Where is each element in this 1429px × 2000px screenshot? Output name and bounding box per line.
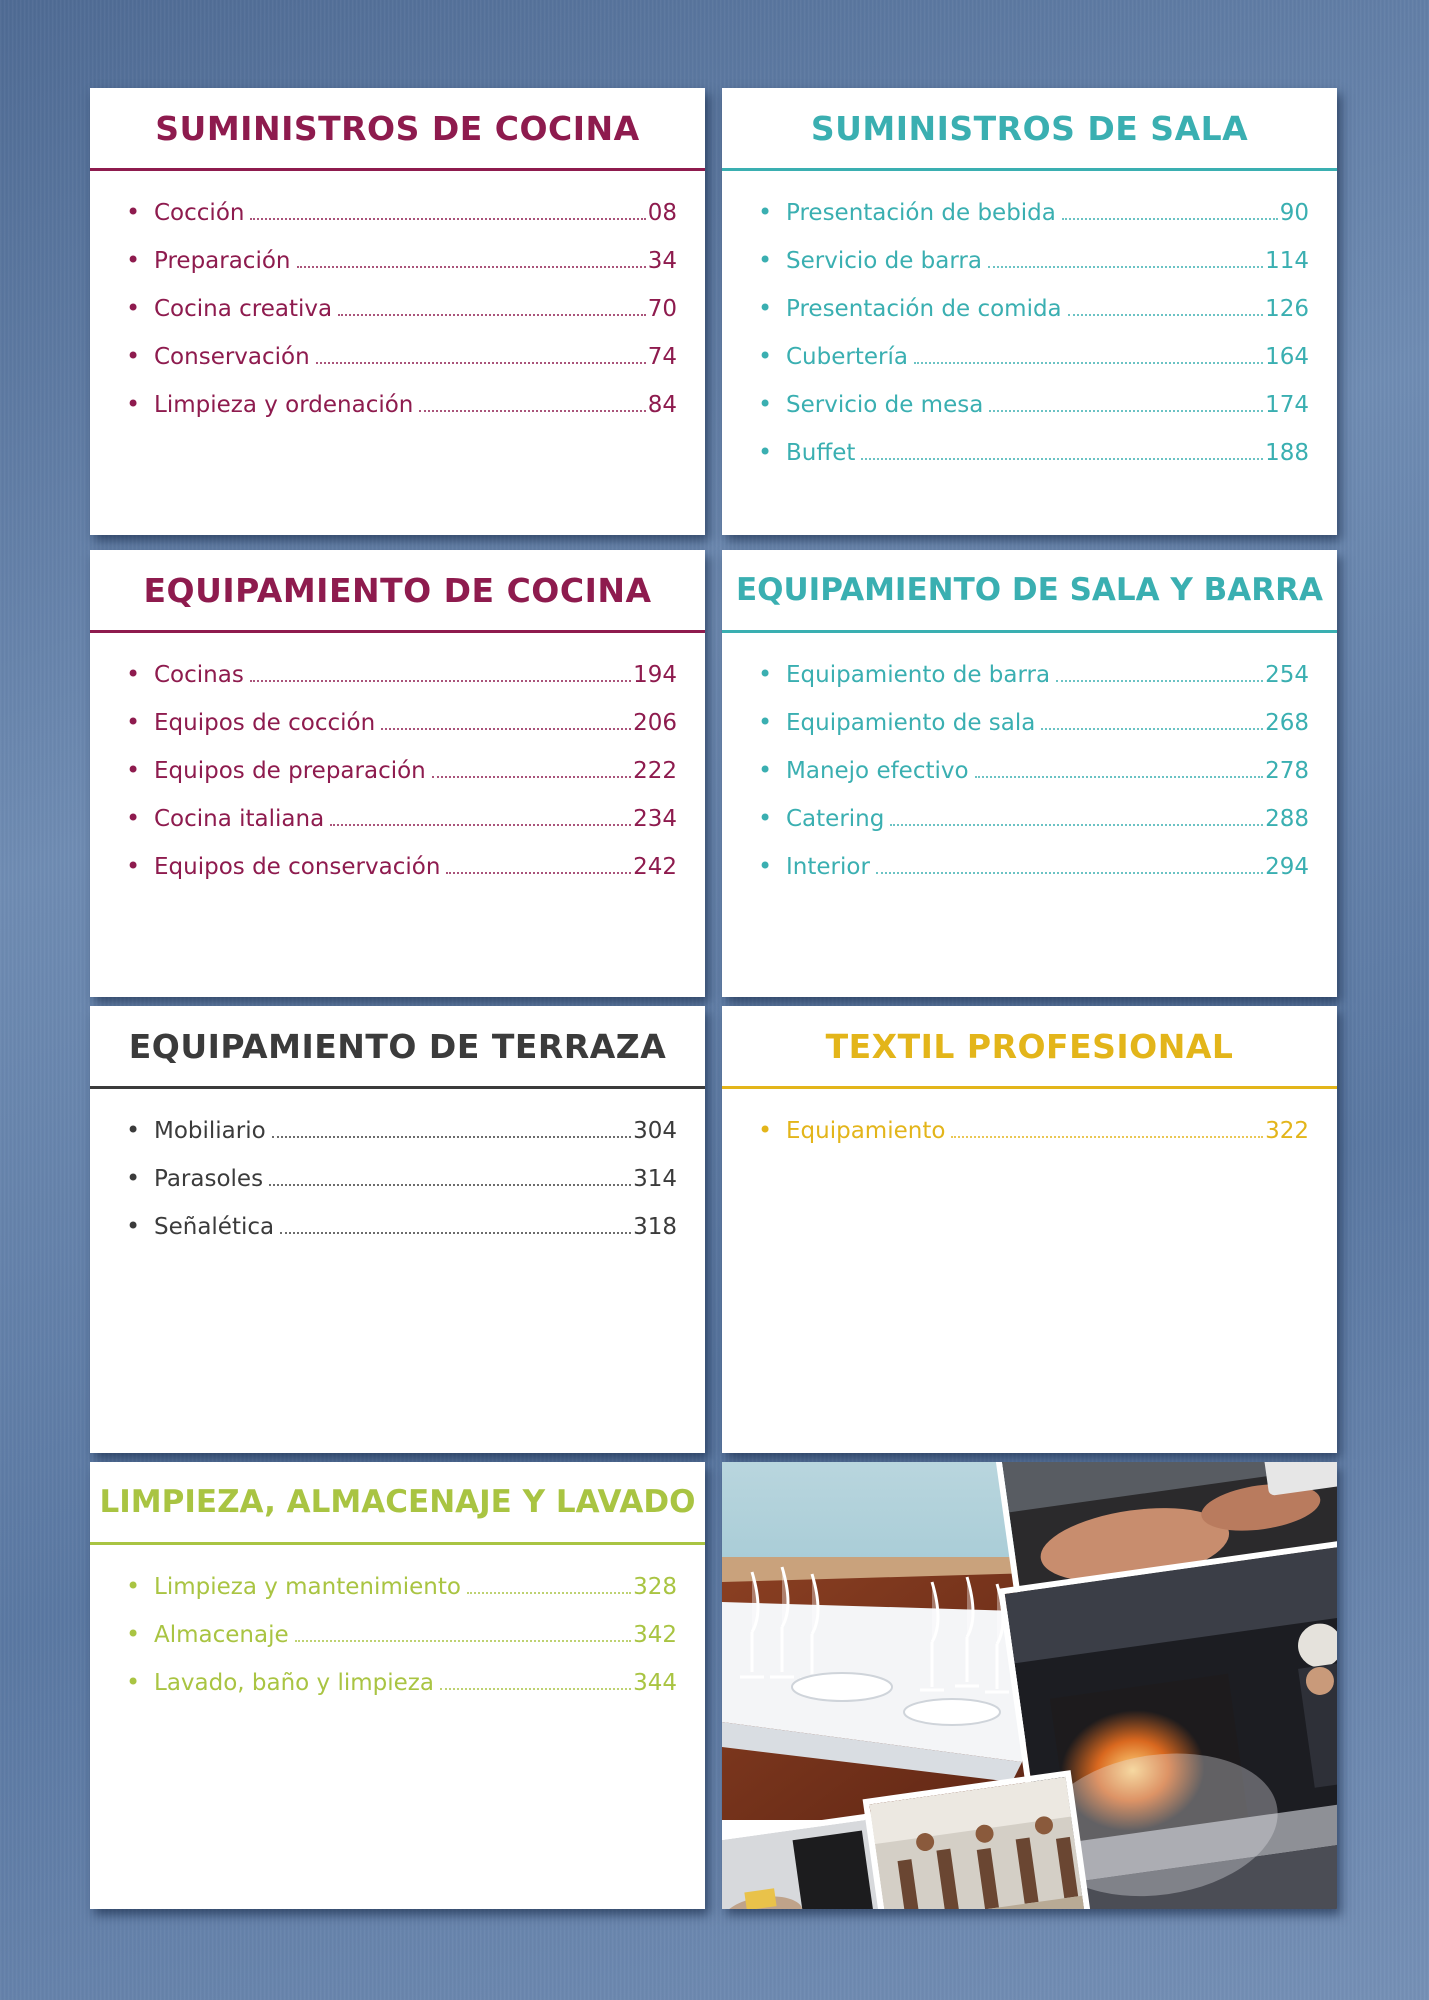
toc-list	[758, 198, 1309, 486]
bullet-icon: •	[126, 1572, 141, 1600]
dot-leader	[316, 362, 646, 364]
toc-item-label: Servicio de mesa	[786, 392, 984, 418]
toc-item[interactable]	[126, 1164, 677, 1212]
toc-item-page: 188	[1265, 440, 1309, 466]
toc-item-page: 90	[1279, 200, 1309, 226]
toc-item-label: Conservación	[154, 344, 310, 370]
toc-item-label: Lavado, baño y limpieza	[154, 1670, 434, 1696]
dot-leader	[988, 266, 1263, 268]
bullet-icon: •	[758, 708, 773, 736]
dot-leader	[975, 776, 1264, 778]
bullet-icon: •	[758, 852, 773, 880]
dot-leader	[440, 1688, 631, 1690]
toc-item-page: 34	[647, 248, 677, 274]
section-header	[90, 1462, 705, 1545]
toc-item[interactable]	[126, 1116, 677, 1164]
toc-item-label: Parasoles	[154, 1166, 264, 1192]
toc-item-page: 164	[1265, 344, 1309, 370]
section-title: TEXTIL PROFESIONAL	[825, 1026, 1234, 1066]
dot-leader	[876, 872, 1263, 874]
toc-item-page: 314	[633, 1166, 677, 1192]
section-header	[722, 1006, 1337, 1089]
toc-item-page: 322	[1265, 1118, 1309, 1144]
toc-item-label: Equipamiento de barra	[786, 662, 1051, 688]
toc-item-page: 206	[633, 710, 677, 736]
bullet-icon: •	[126, 852, 141, 880]
toc-item-label: Buffet	[786, 440, 856, 466]
section-suministros-cocina	[90, 88, 705, 535]
toc-list	[126, 198, 677, 438]
bullet-icon: •	[758, 246, 773, 274]
toc-item-label: Cocción	[154, 200, 245, 226]
section-textil-profesional	[722, 1006, 1337, 1453]
photo-collage	[722, 1462, 1337, 1909]
bullet-icon: •	[758, 438, 773, 466]
toc-item-page: 126	[1265, 296, 1309, 322]
bullet-icon: •	[126, 390, 141, 418]
bullet-icon: •	[126, 1116, 141, 1144]
dot-leader	[989, 410, 1263, 412]
dot-leader	[297, 266, 646, 268]
toc-item-page: 74	[647, 344, 677, 370]
toc-item-page: 242	[633, 854, 677, 880]
section-equipamiento-sala-barra	[722, 550, 1337, 997]
dot-leader	[914, 362, 1263, 364]
toc-item[interactable]	[758, 390, 1309, 438]
dot-leader	[280, 1232, 631, 1234]
toc-item-page: 194	[633, 662, 677, 688]
section-header	[90, 1006, 705, 1089]
dot-leader	[1068, 314, 1263, 316]
dot-leader	[381, 728, 631, 730]
toc-item-page: 70	[647, 296, 677, 322]
toc-list	[758, 1116, 1309, 1164]
toc-list	[126, 1116, 677, 1260]
section-title: EQUIPAMIENTO DE SALA Y BARRA	[735, 572, 1324, 608]
toc-item-page: 114	[1265, 248, 1309, 274]
dot-leader	[330, 824, 631, 826]
waiter-photo	[722, 1813, 889, 1909]
toc-list	[126, 1572, 677, 1716]
toc-item-page: 294	[1265, 854, 1309, 880]
toc-item-label: Equipos de conservación	[154, 854, 441, 880]
toc-item-label: Cocina italiana	[154, 806, 325, 832]
toc-item[interactable]	[758, 198, 1309, 246]
bullet-icon: •	[126, 1668, 141, 1696]
dot-leader	[419, 410, 645, 412]
toc-item-label: Presentación de bebida	[786, 200, 1056, 226]
section-equipamiento-cocina	[90, 550, 705, 997]
bullet-icon: •	[126, 1620, 141, 1648]
toc-item-page: 234	[633, 806, 677, 832]
toc-item[interactable]	[126, 294, 677, 342]
toc-item[interactable]	[758, 708, 1309, 756]
section-title: EQUIPAMIENTO DE TERRAZA	[128, 1026, 667, 1066]
dot-leader	[446, 872, 631, 874]
dot-leader	[861, 458, 1263, 460]
toc-item[interactable]	[126, 1572, 677, 1620]
toc-item[interactable]	[758, 804, 1309, 852]
toc-item-label: Mobiliario	[154, 1118, 266, 1144]
section-header	[90, 550, 705, 633]
toc-item[interactable]	[758, 756, 1309, 804]
section-limpieza-almacenaje-lavado	[90, 1462, 705, 1909]
toc-item[interactable]	[758, 1116, 1309, 1164]
toc-item-label: Limpieza y mantenimiento	[154, 1574, 461, 1600]
dot-leader	[890, 824, 1263, 826]
dot-leader	[1041, 728, 1263, 730]
section-header	[722, 550, 1337, 633]
toc-item-page: 254	[1265, 662, 1309, 688]
bullet-icon: •	[758, 804, 773, 832]
toc-item-page: 84	[647, 392, 677, 418]
dot-leader	[250, 218, 645, 220]
section-title: LIMPIEZA, ALMACENAJE Y LAVADO	[99, 1484, 696, 1520]
toc-item-label: Equipos de preparación	[154, 758, 426, 784]
section-title: EQUIPAMIENTO DE COCINA	[143, 570, 652, 610]
bullet-icon: •	[126, 756, 141, 784]
bullet-icon: •	[758, 198, 773, 226]
toc-item-page: 304	[633, 1118, 677, 1144]
toc-list	[758, 660, 1309, 900]
bullet-icon: •	[758, 756, 773, 784]
toc-item-label: Cubertería	[786, 344, 908, 370]
dot-leader	[1056, 680, 1263, 682]
toc-item-label: Manejo efectivo	[786, 758, 969, 784]
toc-item[interactable]	[126, 1212, 677, 1260]
toc-item[interactable]	[126, 1668, 677, 1716]
toc-item-label: Equipamiento de sala	[786, 710, 1036, 736]
bullet-icon: •	[126, 198, 141, 226]
bullet-icon: •	[758, 1116, 773, 1144]
bullet-icon: •	[758, 390, 773, 418]
toc-item[interactable]	[126, 390, 677, 438]
toc-item[interactable]	[126, 756, 677, 804]
toc-item-label: Cocina creativa	[154, 296, 333, 322]
toc-item-label: Servicio de barra	[786, 248, 982, 274]
toc-item-label: Almacenaje	[154, 1622, 289, 1648]
toc-item-label: Limpieza y ordenación	[154, 392, 414, 418]
section-header	[722, 88, 1337, 171]
toc-item[interactable]	[126, 852, 677, 900]
section-suministros-sala	[722, 88, 1337, 535]
toc-list	[126, 660, 677, 900]
toc-item[interactable]	[126, 1620, 677, 1668]
dot-leader	[1062, 218, 1278, 220]
toc-item[interactable]	[758, 294, 1309, 342]
toc-item-label: Equipos de cocción	[154, 710, 376, 736]
bullet-icon: •	[126, 1212, 141, 1240]
toc-item[interactable]	[758, 246, 1309, 294]
dot-leader	[269, 1184, 631, 1186]
toc-item[interactable]	[126, 198, 677, 246]
dot-leader	[338, 314, 646, 316]
bullet-icon: •	[126, 660, 141, 688]
toc-item-label: Preparación	[154, 248, 291, 274]
toc-item-label: Presentación de comida	[786, 296, 1062, 322]
toc-item[interactable]	[758, 852, 1309, 900]
toc-item[interactable]	[126, 342, 677, 390]
toc-item[interactable]	[126, 246, 677, 294]
toc-item-label: Interior	[786, 854, 870, 880]
bullet-icon: •	[126, 1164, 141, 1192]
toc-item[interactable]	[758, 342, 1309, 390]
bullet-icon: •	[126, 708, 141, 736]
toc-item[interactable]	[758, 660, 1309, 708]
toc-item-page: 08	[647, 200, 677, 226]
bullet-icon: •	[126, 246, 141, 274]
section-header	[90, 88, 705, 171]
bullet-icon: •	[758, 660, 773, 688]
toc-item-page: 174	[1265, 392, 1309, 418]
toc-item-label: Señalética	[154, 1214, 275, 1240]
section-equipamiento-terraza	[90, 1006, 705, 1453]
bullet-icon: •	[126, 294, 141, 322]
section-title: SUMINISTROS DE COCINA	[155, 108, 640, 148]
toc-item[interactable]	[758, 438, 1309, 486]
bullet-icon: •	[126, 804, 141, 832]
toc-item-page: 222	[633, 758, 677, 784]
section-title: SUMINISTROS DE SALA	[810, 108, 1249, 148]
bullet-icon: •	[126, 342, 141, 370]
bullet-icon: •	[758, 342, 773, 370]
dot-leader	[272, 1136, 631, 1138]
dot-leader	[951, 1136, 1263, 1138]
toc-item-page: 318	[633, 1214, 677, 1240]
toc-item-page: 278	[1265, 758, 1309, 784]
toc-item-label: Cocinas	[154, 662, 244, 688]
dot-leader	[467, 1592, 631, 1594]
toc-item-label: Catering	[786, 806, 885, 832]
toc-item-page: 344	[633, 1670, 677, 1696]
toc-item-page: 288	[1265, 806, 1309, 832]
dot-leader	[295, 1640, 631, 1642]
dot-leader	[432, 776, 631, 778]
toc-item[interactable]	[126, 804, 677, 852]
toc-item-page: 328	[633, 1574, 677, 1600]
toc-item[interactable]	[126, 660, 677, 708]
toc-item-page: 342	[633, 1622, 677, 1648]
toc-item-label: Equipamiento	[786, 1118, 946, 1144]
bullet-icon: •	[758, 294, 773, 322]
toc-item[interactable]	[126, 708, 677, 756]
dot-leader	[250, 680, 631, 682]
toc-item-page: 268	[1265, 710, 1309, 736]
